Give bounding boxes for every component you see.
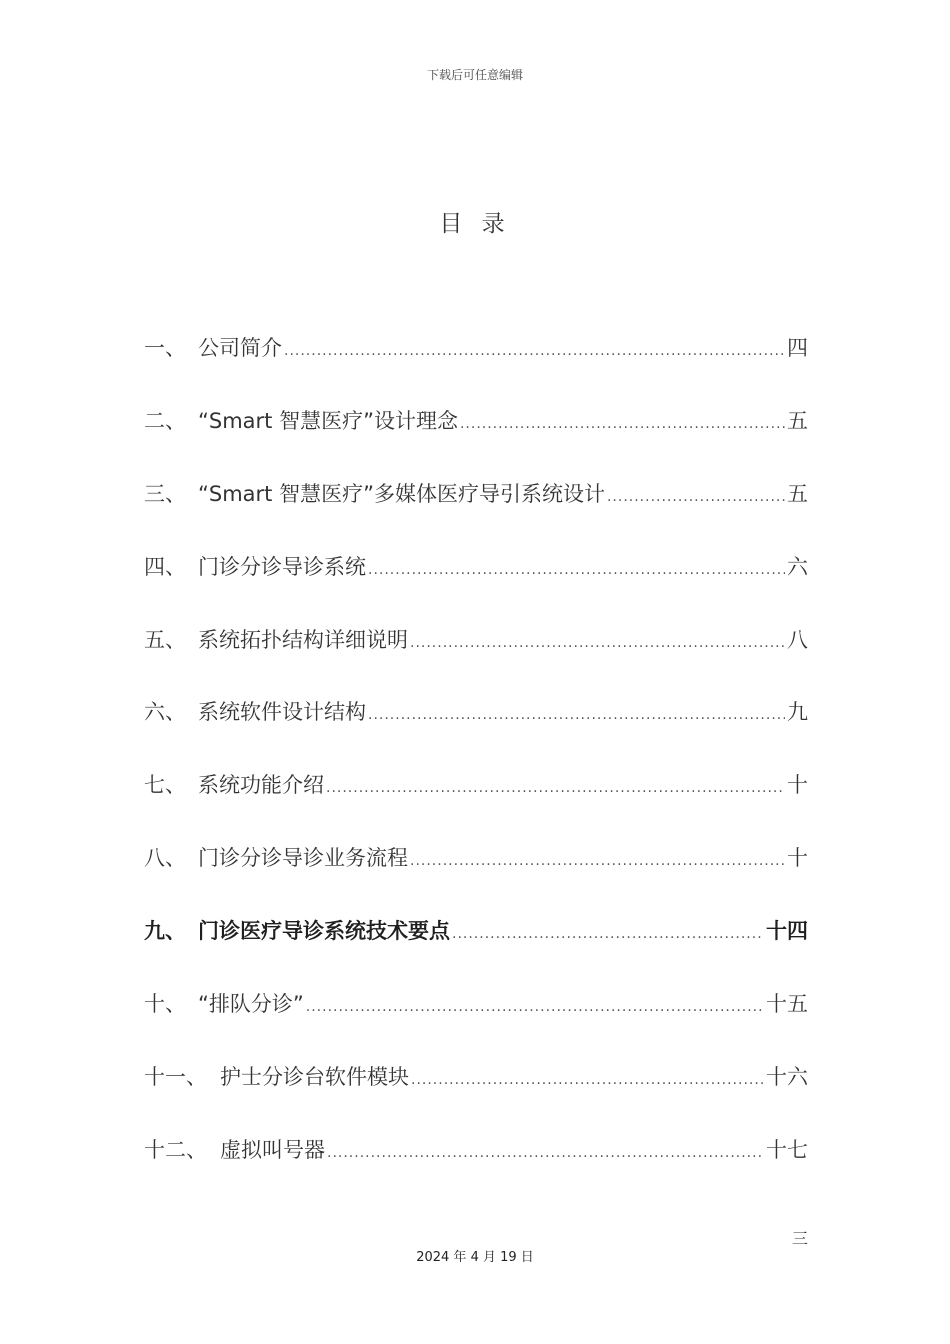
toc-entry-page: 八 — [787, 627, 808, 652]
toc-entry-page: 十七 — [766, 1137, 808, 1162]
toc-entry-title: “排队分诊” — [198, 992, 304, 1017]
header-note: 下载后可任意编辑 — [426, 68, 523, 82]
page-number: 三 — [791, 1229, 808, 1248]
toc-entry-page: 五 — [787, 408, 808, 433]
toc-entry-number: 六、 — [144, 700, 186, 725]
toc-entry-title: 系统功能介绍 — [198, 773, 324, 798]
toc-entry-3[interactable] — [144, 476, 808, 512]
toc-entry-page: 十六 — [766, 1064, 808, 1089]
toc-entry-number: 十二、 — [144, 1137, 207, 1162]
toc-entry-number: 十、 — [144, 992, 186, 1017]
toc-dot-leader — [306, 989, 764, 1025]
toc-dot-leader — [410, 625, 785, 661]
toc-entry-11[interactable] — [144, 1059, 808, 1095]
toc-entry-number: 三、 — [144, 481, 186, 506]
toc-dot-leader — [410, 843, 785, 879]
toc-entry-1[interactable] — [144, 330, 808, 366]
toc-entry-title: 门诊分诊导诊业务流程 — [198, 846, 408, 871]
toc-entry-title: 门诊分诊导诊系统 — [198, 554, 366, 579]
toc-entry-2[interactable] — [144, 403, 808, 439]
table-of-contents — [144, 330, 808, 1205]
toc-entry-page: 五 — [787, 481, 808, 506]
toc-entry-number: 四、 — [144, 554, 186, 579]
toc-entry-12[interactable] — [144, 1132, 808, 1168]
toc-entry-page: 十 — [787, 773, 808, 798]
toc-dot-leader — [460, 406, 785, 442]
toc-dot-leader — [327, 1135, 764, 1171]
toc-title: 目 录 — [439, 211, 511, 237]
toc-entry-title: 虚拟叫号器 — [220, 1137, 325, 1162]
toc-entry-title: 护士分诊台软件模块 — [220, 1064, 409, 1089]
toc-entry-title: 系统拓扑结构详细说明 — [198, 627, 408, 652]
toc-entry-title: 系统软件设计结构 — [198, 700, 366, 725]
toc-entry-title: “Smart 智慧医疗”多媒体医疗导引系统设计 — [198, 481, 605, 506]
toc-entry-page: 六 — [787, 554, 808, 579]
toc-dot-leader — [411, 1062, 764, 1098]
toc-dot-leader — [607, 479, 785, 515]
toc-entry-page: 十五 — [766, 992, 808, 1017]
toc-entry-number: 二、 — [144, 408, 186, 433]
toc-dot-leader — [368, 697, 785, 733]
toc-entry-6[interactable] — [144, 694, 808, 730]
toc-entry-title: “Smart 智慧医疗”设计理念 — [198, 408, 458, 433]
toc-entry-number: 十一、 — [144, 1064, 207, 1089]
toc-entry-9[interactable] — [144, 913, 808, 949]
toc-entry-page: 九 — [787, 700, 808, 725]
toc-dot-leader — [368, 552, 785, 588]
toc-entry-number: 五、 — [144, 627, 186, 652]
toc-entry-title: 门诊医疗导诊系统技术要点 — [198, 919, 450, 944]
toc-dot-leader — [452, 916, 764, 952]
toc-entry-page: 十四 — [766, 919, 808, 944]
toc-entry-5[interactable] — [144, 622, 808, 658]
toc-entry-page: 十 — [787, 846, 808, 871]
toc-entry-number: 九、 — [144, 919, 186, 944]
footer-date: 2024 年 4 月 19 日 — [416, 1250, 534, 1265]
toc-entry-7[interactable] — [144, 767, 808, 803]
toc-entry-8[interactable] — [144, 840, 808, 876]
toc-entry-title: 公司简介 — [198, 336, 282, 360]
toc-entry-page: 四 — [787, 336, 808, 360]
toc-entry-10[interactable] — [144, 986, 808, 1022]
toc-entry-number: 一、 — [144, 336, 186, 360]
toc-entry-number: 八、 — [144, 846, 186, 871]
toc-entry-number: 七、 — [144, 773, 186, 798]
toc-dot-leader — [326, 770, 785, 806]
toc-dot-leader — [284, 333, 785, 369]
toc-entry-4[interactable] — [144, 549, 808, 585]
